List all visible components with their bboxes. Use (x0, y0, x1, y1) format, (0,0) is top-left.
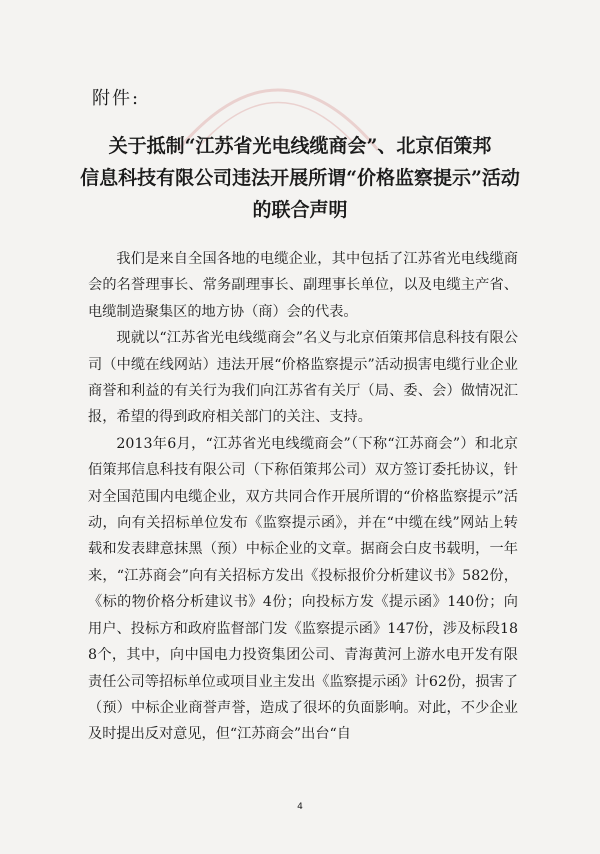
attachment-label: 附件: (92, 88, 141, 109)
page-number: 4 (297, 802, 303, 812)
title-line-1: 关于抵制“江苏省光电线缆商会”、北京佰策邦 (108, 135, 492, 157)
title-line-2: 信息科技有限公司违法开展所谓“价格监察提示”活动 (80, 167, 520, 189)
paragraph-3: 2013年6月，“江苏省光电线缆商会”（下称“江苏商会”）和北京佰策邦信息科技有限公司（下称佰策邦公司）双方签订委托协议，针对全国范围内电缆企业，双方共同合作开展所谓的“价格监察提示”活动，向有关招标单位发布《监察提示函》，并在“中缆在线”网站上转载和发表肆意抹黑（预）中标企业的文章。据商会白皮书载明，一年来，“江苏商会”向有关招标方发出《投标报价分析建议书》582份，《标的物价格分析建议书》4份；向投标方发《提示函》140份；向用户、投标方和政府监督部门发《监察提示函》147份，涉及标段188个，其中，向中国电力投资集团公司、青海黄河上游水电开发有限责任公司等招标单位或项目业主发出《监察提示函》计62份，损害了（预）中标企业商誉声誉，造成了很坏的负面影响。对此，不少企业及时提出反对意见，但“江苏商会”出台“自 (88, 435, 518, 743)
title-line-3: 的联合声明 (252, 199, 348, 221)
document-title (40, 130, 560, 226)
paragraph-2: 现就以“江苏省光电线缆商会”名义与北京佰策邦信息科技有限公司（中缆在线网站）违法开展“价格监察提示”活动损害电缆行业企业商誉和利益的有关行为我们向江苏省有关厅（局、委、会）做情况汇报，希望的得到政府相关部门的关注、支持。 (88, 330, 518, 426)
paragraph-1: 我们是来自全国各地的电缆企业，其中包括了江苏省光电线缆商会的名誉理事长、常务副理事长、副理事长单位，以及电缆主产省、电缆制造聚集区的地方协（商）会的代表。 (88, 251, 518, 320)
document-body (88, 246, 518, 748)
